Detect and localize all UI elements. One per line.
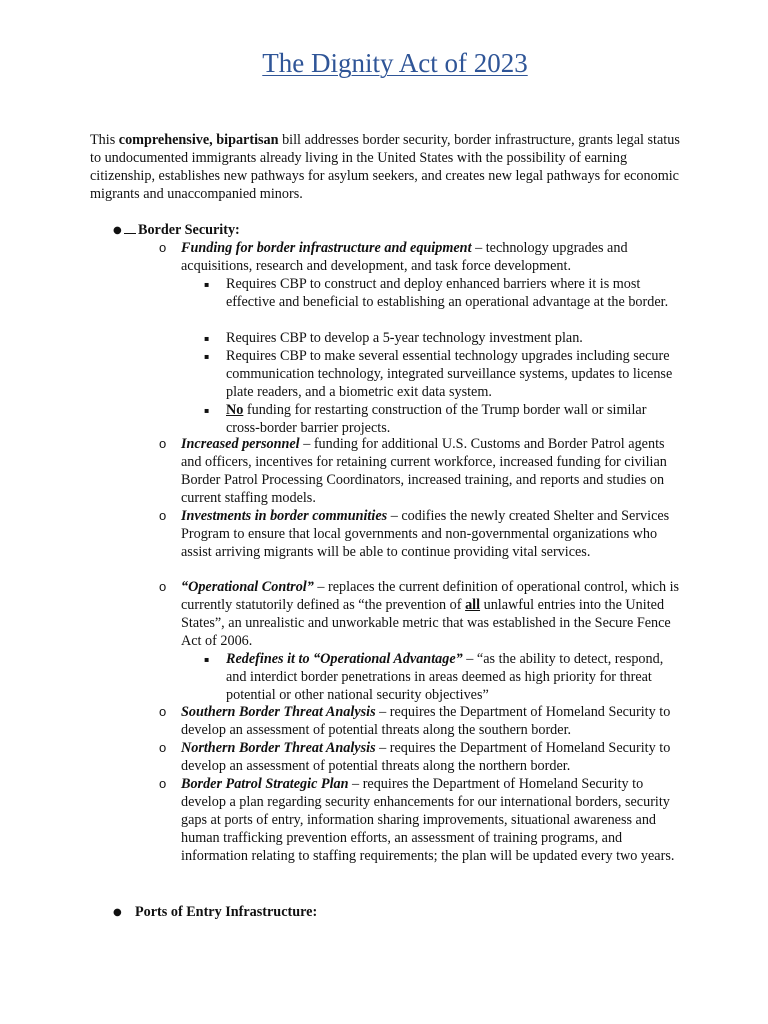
section-bullet: ● xyxy=(113,907,122,918)
list-item-text xyxy=(181,740,681,776)
sub-item-text: Requires CBP to construct and deploy enhanced barriers where it is most effective and beneficial to establishing an operational advantage at the border. xyxy=(226,276,669,310)
sub-bullet: ▪ xyxy=(204,280,210,289)
item-rest-b: unlawful entries into the United States”, an unrealistic and unworkable metric that was established in the Secure Fence Act of 2006. xyxy=(181,596,671,649)
intro-bold: comprehensive, bipartisan xyxy=(118,132,279,148)
list-bullet: o xyxy=(159,240,167,255)
item-lead: “Operational Control” xyxy=(181,579,314,595)
item-lead: Funding for border infrastructure and equipment xyxy=(181,240,472,256)
item-rest: – technology upgrades and acquisitions, research and development, and task force development. xyxy=(181,240,628,274)
list-bullet: o xyxy=(159,740,167,755)
sub-item-text xyxy=(226,402,678,438)
list-item-text xyxy=(181,508,681,562)
item-lead: Border Patrol Strategic Plan xyxy=(181,776,349,792)
list-bullet: o xyxy=(159,704,167,719)
section-heading: Ports of Entry Infrastructure: xyxy=(135,904,318,920)
emphasis-all: all xyxy=(465,596,481,613)
list-bullet: o xyxy=(159,776,167,791)
sub-item-text xyxy=(226,651,678,705)
sub-bullet: ▪ xyxy=(204,406,210,415)
emphasis-no: No xyxy=(226,402,244,418)
sub-item-rest: funding for restarting construction of the Trump border wall or similar cross-border barrier projects. xyxy=(226,402,647,436)
item-rest: – requires the Department of Homeland Security to develop an assessment of potential threats along the northern border. xyxy=(181,740,671,774)
item-lead: Southern Border Threat Analysis xyxy=(181,704,376,720)
list-item-text xyxy=(181,776,681,866)
intro-post: bill addresses border security, border infrastructure, grants legal status to undocumented immigrants already living in the United States with the possibility of earning citizenship, establishes new pathways for asylum seekers, and creates new legal pathways for economic migrants and unaccompanied minors. xyxy=(90,132,680,202)
section-bullet: ● xyxy=(113,225,122,236)
intro-pre: This xyxy=(90,132,119,148)
item-rest: – requires the Department of Homeland Security to develop an assessment of potential threats along the southern border. xyxy=(181,704,671,738)
list-item-text xyxy=(181,704,681,740)
item-lead: Increased personnel xyxy=(181,436,300,452)
sub-bullet: ▪ xyxy=(204,655,210,664)
sub-item-text: Requires CBP to make several essential technology upgrades including secure communication technology, integrated surveillance systems, updates to license plate readers, and a biometric exit data system. xyxy=(226,348,673,400)
sub-bullet: ▪ xyxy=(204,352,210,361)
list-bullet: o xyxy=(159,436,167,451)
item-lead: Northern Border Threat Analysis xyxy=(181,740,376,756)
list-bullet: o xyxy=(159,508,167,523)
underline-gap xyxy=(124,223,136,234)
list-item-text xyxy=(181,436,681,508)
list-item-text xyxy=(181,240,681,276)
intro-paragraph xyxy=(90,132,690,204)
item-rest: – funding for additional U.S. Customs and Border Patrol agents and officers, incentives for retaining current workforce, increased funding for civilian Border Patrol Processing Coordinators, increased training, and reports and studies on current staffing models. xyxy=(181,436,667,506)
sub-item-rest: – “as the ability to detect, respond, and interdict border penetrations in areas deemed as high priority for threat potential or other national security objectives” xyxy=(226,651,664,703)
sub-bullet: ▪ xyxy=(204,334,210,343)
list-bullet: o xyxy=(159,579,167,594)
sub-item-lead: Redefines it to “Operational Advantage” xyxy=(226,651,463,667)
item-lead: Investments in border communities xyxy=(181,508,388,524)
sub-item-text: Requires CBP to develop a 5-year technology investment plan. xyxy=(226,330,583,346)
item-rest: – requires the Department of Homeland Security to develop a plan regarding security enhancements for our international borders, security gaps at ports of entry, information sharing improvements, situational awareness and human trafficking prevention efforts, an assessment of training programs, and information relating to staffing requirements; the plan will be updated every two years. xyxy=(181,776,675,864)
section-heading xyxy=(124,222,240,240)
item-rest: – codifies the newly created Shelter and Services Program to ensure that local governments and non-governmental organizations who assist arriving migrants will be able to continue providing vital services. xyxy=(181,508,670,560)
list-item-text xyxy=(181,579,681,651)
document-title: The Dignity Act of 2023 xyxy=(262,48,528,78)
item-rest-a: – replaces the current definition of operational control, which is currently statutorily defined as “the prevention of xyxy=(181,579,680,613)
section-heading-text: Border Security: xyxy=(138,222,240,238)
